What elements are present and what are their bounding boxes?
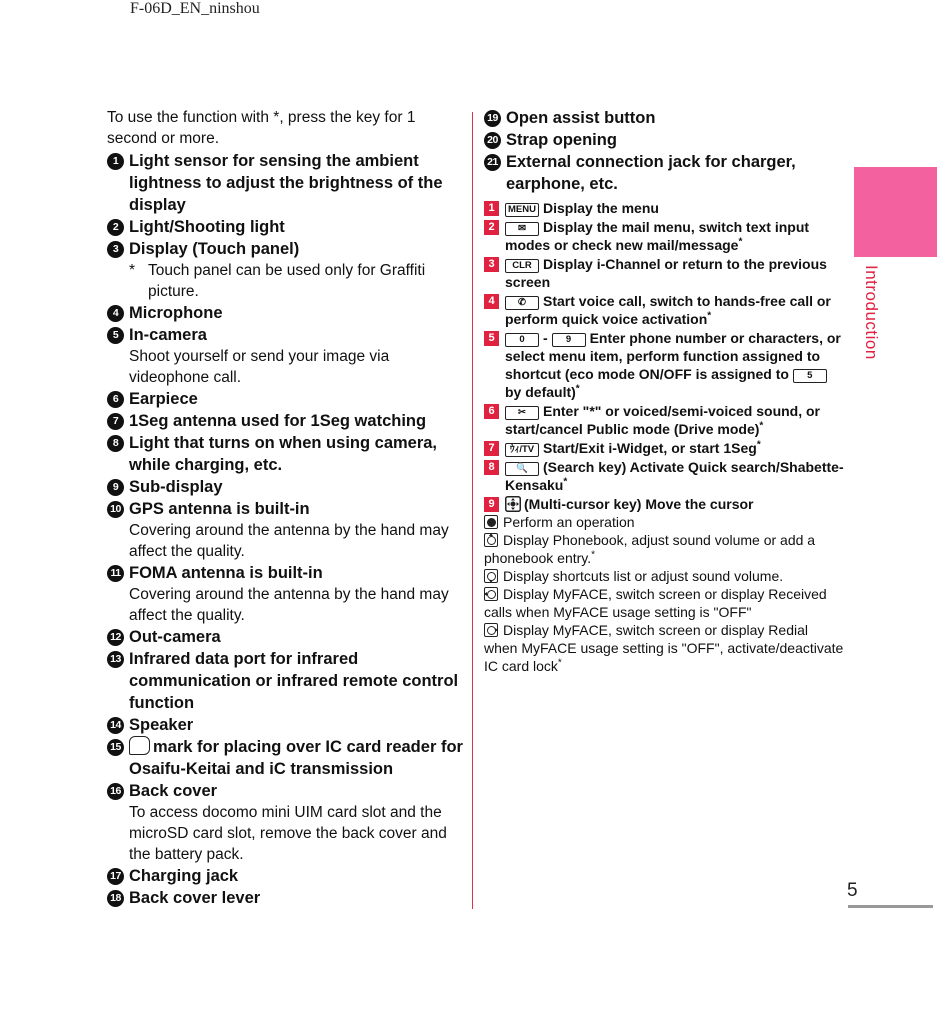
sub-text: Display MyFACE, switch screen or display Received calls when MyFACE usage setting is "OFF" xyxy=(484,586,827,620)
key-item-number: 4 xyxy=(484,294,499,309)
mail-key-icon: ✉ xyxy=(505,222,539,236)
five-key-icon: 5 xyxy=(793,369,827,383)
item-number: 11 xyxy=(107,565,124,582)
item-title: 1Seg antenna used for 1Seg watching xyxy=(129,412,427,430)
ic-card-mark-icon xyxy=(129,736,150,755)
left-column xyxy=(107,107,465,909)
item-title: Back cover lever xyxy=(129,889,261,907)
key-item-number: 6 xyxy=(484,404,499,419)
list-item xyxy=(107,887,465,909)
key-item-text: (Search key) Activate Quick search/Shabette-Kensaku xyxy=(505,459,844,493)
item-number: 10 xyxy=(107,501,124,518)
star-key-icon: ✂ xyxy=(505,406,539,420)
list-item xyxy=(107,865,465,887)
item-number: 19 xyxy=(484,110,501,127)
long-press-star: * xyxy=(563,476,568,488)
nine-key-icon: 9 xyxy=(552,333,586,347)
sub-text: Display shortcuts list or adjust sound volume. xyxy=(503,568,784,584)
list-item xyxy=(107,476,465,498)
key-item-text: Start/Exit i-Widget, or start 1Seg xyxy=(543,440,757,456)
key-item-mail xyxy=(484,218,844,254)
section-label: Introduction xyxy=(862,265,881,360)
key-item-clear xyxy=(484,255,844,291)
item-title: In-camera xyxy=(129,326,207,344)
item-title: Sub-display xyxy=(129,478,223,496)
note-star: * xyxy=(129,262,136,279)
list-item xyxy=(107,714,465,736)
page-number-rule xyxy=(848,905,933,908)
key-item-number: 9 xyxy=(484,497,499,512)
item-title: mark for placing over IC card reader for Osaifu-Keitai and iC transmission xyxy=(129,738,463,778)
list-item xyxy=(107,498,465,562)
list-item xyxy=(107,562,465,626)
long-press-star: * xyxy=(557,657,562,669)
key-item-numbers xyxy=(484,329,844,401)
item-title: Earpiece xyxy=(129,390,198,408)
item-number: 4 xyxy=(107,305,124,322)
item-title: Infrared data port for infrared communication or infrared remote control function xyxy=(129,650,459,712)
key-item-text: Start voice call, switch to hands-free call or perform quick voice activation xyxy=(505,293,831,327)
clear-key-icon: CLR xyxy=(505,259,539,273)
item-title: Out-camera xyxy=(129,628,221,646)
long-press-star: * xyxy=(591,549,596,561)
item-title: Display (Touch panel) xyxy=(129,240,300,258)
key-item-text: Display the menu xyxy=(543,200,659,216)
list-item xyxy=(484,107,844,129)
key-item-search xyxy=(484,458,844,494)
item-number: 3 xyxy=(107,241,124,258)
item-title: Open assist button xyxy=(506,109,656,127)
item-title: Strap opening xyxy=(506,131,617,149)
item-number: 9 xyxy=(107,479,124,496)
widget-tv-key-icon: ｳｨ/TV xyxy=(505,443,539,457)
item-number: 18 xyxy=(107,890,124,907)
long-press-star: * xyxy=(759,420,764,432)
key-item-call xyxy=(484,292,844,328)
key-item-number: 2 xyxy=(484,220,499,235)
item-number: 2 xyxy=(107,219,124,236)
item-title: External connection jack for charger, earphone, etc. xyxy=(506,153,796,193)
cursor-down-icon xyxy=(484,569,498,583)
key-item-number: 8 xyxy=(484,460,499,475)
key-item-text: Enter phone number or characters, or select menu item, perform function assigned to shortcut (eco mode ON/OFF is assigned to xyxy=(505,330,841,382)
item-number: 5 xyxy=(107,327,124,344)
key-item-text: Display the mail menu, switch text input modes or check new mail/message xyxy=(505,219,810,253)
key-item-text: Display i-Channel or return to the previous screen xyxy=(505,256,827,290)
sub-text: Display MyFACE, switch screen or display Redial when MyFACE usage setting is "OFF", activate/deactivate IC card lock xyxy=(484,622,844,674)
right-column xyxy=(484,107,844,676)
item-title: Speaker xyxy=(129,716,194,734)
list-item xyxy=(107,216,465,238)
list-item xyxy=(107,648,465,714)
key-item-number: 7 xyxy=(484,441,499,456)
item-number: 21 xyxy=(484,154,501,171)
item-description: Covering around the antenna by the hand may affect the quality. xyxy=(129,586,449,624)
item-title: Light/Shooting light xyxy=(129,218,285,236)
key-item-star-key xyxy=(484,402,844,438)
column-divider xyxy=(472,112,473,909)
item-number: 12 xyxy=(107,629,124,646)
item-number: 20 xyxy=(484,132,501,149)
key-item-number: 5 xyxy=(484,331,499,346)
zero-key-icon: 0 xyxy=(505,333,539,347)
list-item xyxy=(107,780,465,865)
list-item xyxy=(107,736,465,780)
cursor-sub-down xyxy=(484,567,844,585)
list-item xyxy=(107,432,465,476)
sub-text: Display Phonebook, adjust sound volume or add a phonebook entry. xyxy=(484,532,816,566)
multi-cursor-key-icon xyxy=(505,496,521,512)
item-title: Microphone xyxy=(129,304,223,322)
cursor-sub-up xyxy=(484,531,844,567)
cursor-sub-right xyxy=(484,621,844,675)
key-item-widget xyxy=(484,439,844,457)
cursor-center-icon xyxy=(484,515,498,529)
item-number: 6 xyxy=(107,391,124,408)
note-text: Touch panel can be used only for Graffiti picture. xyxy=(148,262,426,300)
menu-key-icon: MENU xyxy=(505,203,539,217)
item-number: 16 xyxy=(107,783,124,800)
item-number: 8 xyxy=(107,435,124,452)
list-item xyxy=(107,410,465,432)
key-item-menu xyxy=(484,199,844,217)
long-press-star: * xyxy=(707,310,712,322)
cursor-sub-left xyxy=(484,585,844,621)
item-title: Charging jack xyxy=(129,867,239,885)
list-item xyxy=(484,129,844,151)
item-number: 13 xyxy=(107,651,124,668)
item-description: Shoot yourself or send your image via videophone call. xyxy=(129,348,390,386)
list-item xyxy=(484,151,844,195)
key-item-text: (Multi-cursor key) Move the cursor xyxy=(524,496,754,512)
item-title: Light sensor for sensing the ambient lightness to adjust the brightness of the display xyxy=(129,152,443,214)
item-number: 14 xyxy=(107,717,124,734)
item-number: 15 xyxy=(107,739,124,756)
touch-panel-note xyxy=(129,260,465,302)
item-title: GPS antenna is built-in xyxy=(129,500,310,518)
key-item-number: 1 xyxy=(484,201,499,216)
item-number: 17 xyxy=(107,868,124,885)
item-title: Back cover xyxy=(129,782,218,800)
item-title: Light that turns on when using camera, while charging, etc. xyxy=(129,434,438,474)
search-key-icon: 🔍 xyxy=(505,462,539,476)
intro-text: To use the function with *, press the key for 1 second or more. xyxy=(107,109,416,147)
cursor-up-icon xyxy=(484,533,498,547)
key-item-text: Enter "*" or voiced/semi-voiced sound, or start/cancel Public mode (Drive mode) xyxy=(505,403,821,437)
list-item xyxy=(107,324,465,388)
long-press-star: * xyxy=(738,236,743,248)
key-item-multi-cursor xyxy=(484,495,844,675)
section-tab xyxy=(854,167,937,257)
list-item xyxy=(107,302,465,324)
sub-text: Perform an operation xyxy=(503,514,635,530)
long-press-star: * xyxy=(756,439,761,451)
call-key-icon: ✆ xyxy=(505,296,539,310)
item-description: To access docomo mini UIM card slot and the microSD card slot, remove the back cover and the battery pack. xyxy=(129,804,447,863)
list-item xyxy=(107,388,465,410)
cursor-sub-center xyxy=(484,513,844,531)
document-id: F-06D_EN_ninshou xyxy=(130,0,260,17)
long-press-star: * xyxy=(575,383,580,395)
list-item xyxy=(107,238,465,260)
key-item-number: 3 xyxy=(484,257,499,272)
item-number: 1 xyxy=(107,153,124,170)
item-number: 7 xyxy=(107,413,124,430)
item-description: Covering around the antenna by the hand may affect the quality. xyxy=(129,522,449,560)
key-item-text-cont: by default) xyxy=(505,384,576,400)
list-item xyxy=(107,626,465,648)
list-item xyxy=(107,150,465,216)
cursor-left-icon xyxy=(484,587,498,601)
item-title: FOMA antenna is built-in xyxy=(129,564,323,582)
cursor-right-icon xyxy=(484,623,498,637)
page-number: 5 xyxy=(847,880,858,901)
key-range-dash: - xyxy=(543,330,548,346)
